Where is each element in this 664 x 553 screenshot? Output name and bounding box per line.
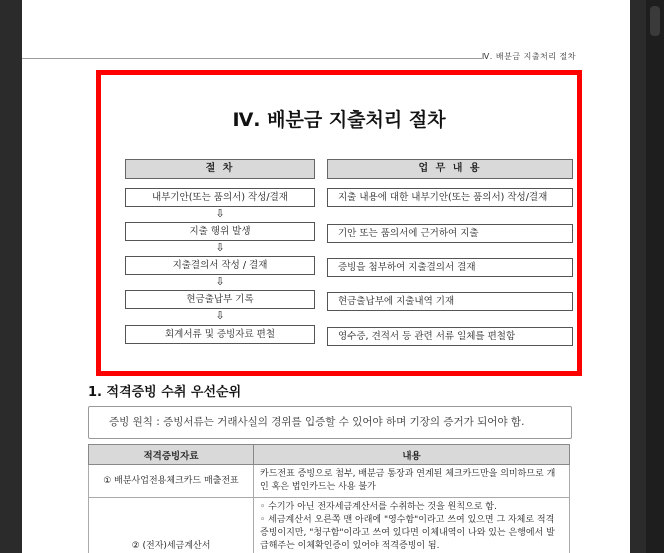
task-box: 기안 또는 품의서에 근거하여 지출 [327, 224, 573, 243]
task-box: 현금출납부에 지출내역 기재 [327, 292, 573, 311]
running-header: Ⅳ. 배분금 지출처리 절차 [481, 52, 576, 61]
table-header: 적격증빙자료 [89, 445, 254, 465]
list-item: ◦ 수기가 아닌 전자세금계산서를 수취하는 것을 원칙으로 함. [260, 502, 497, 512]
step-box: 지출 행위 발생 [125, 222, 315, 241]
table-row [89, 498, 570, 553]
section-title: 1. 적격증빙 수취 우선순위 [88, 385, 242, 400]
table-header: 내용 [254, 445, 570, 465]
task-box: 지출 내용에 대한 내부기안(또는 품의서) 작성/결재 [327, 188, 573, 207]
task-box: 영수증, 견적서 등 관련 서류 일체를 편철함 [327, 327, 573, 346]
scrollbar-thumb[interactable] [650, 6, 660, 36]
step-box: 지출결의서 작성 / 결재 [125, 256, 315, 275]
down-arrow-icon: ⇩ [215, 275, 225, 288]
step-box: 현금출납부 기록 [125, 290, 315, 309]
table-row [89, 465, 570, 498]
evidence-content [254, 498, 570, 553]
list-item: ◦ 세금계산서 오른쪽 맨 아래에 "영수함"이라고 쓰여 있으면 그 자체로 적격증빙이지만, "청구함"이라고 쓰여 있다면 이체내역이 나와 있는 은행에서 발급해주는 이체확인증이 있어야 적격증빙이 됨. [260, 515, 555, 551]
down-arrow-icon: ⇩ [215, 241, 225, 254]
header-rule [22, 58, 482, 59]
step-box: 내부기안(또는 품의서) 작성/결재 [125, 188, 315, 207]
principle-box: 증빙 원칙 : 증빙서류는 거래사실의 경위를 입증할 수 있어야 하며 기장의 증거가 되어야 함. [88, 406, 572, 439]
task-box: 증빙을 첨부하여 지출결의서 결재 [327, 258, 573, 277]
down-arrow-icon: ⇩ [215, 207, 225, 220]
evidence-name: ① 배분사업전용체크카드 매출전표 [89, 465, 254, 498]
vertical-scrollbar[interactable] [646, 0, 664, 553]
procedure-title: Ⅳ. 배분금 지출처리 절차 [232, 109, 446, 131]
evidence-table [88, 444, 570, 553]
evidence-content: 카드전표 증빙으로 첨부, 배분금 통장과 연계된 체크카드만을 의미하므로 개인 혹은 법인카드는 사용 불가 [254, 465, 570, 498]
tasks-column-header: 업 무 내 용 [327, 159, 573, 179]
steps-column-header: 절 차 [125, 159, 315, 179]
document-page [22, 0, 630, 553]
step-box: 회계서류 및 증빙자료 편철 [125, 325, 315, 344]
down-arrow-icon: ⇩ [215, 309, 225, 322]
evidence-name: ② (전자)세금계산서 [89, 498, 254, 553]
procedure-highlight-box [96, 70, 582, 376]
